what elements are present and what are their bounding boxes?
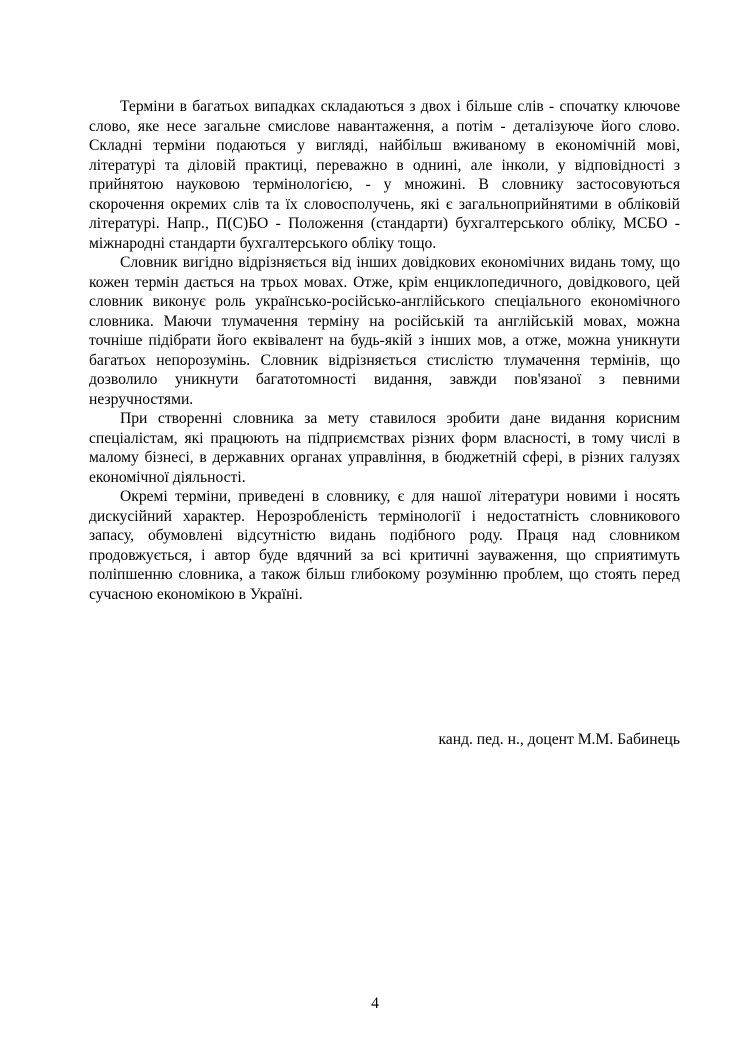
body-text	[89, 97, 680, 604]
paragraph-3: При створенні словника за мету ставилося зробити дане видання корисним спеціалістам, які працюють на підприємствах різних форм власності, в тому числі в малому бізнесі, в державних органах управління, в бюджетній сфері, в різних галузях економічної діяльності.	[89, 410, 680, 486]
paragraph-2: Словник вигідно відрізняється від інших довідкових економічних видань тому, що кожен термін дається на трьох мовах. Отже, крім енциклопедичного, довідкового, цей словник виконує роль українсько-російсько-англійського спеціального економічного словника. Маючи тлумачення терміну на російській та англійській мовах, можна точніше підібрати його еквівалент на будь-якій з інших мов, а отже, можна уникнути багатьох непорозумінь. Словник відрізняється стислістю тлумачення термінів, що дозволило уникнути багатотомності видання, завжди пов'язаної з певними незручностями.	[89, 254, 680, 408]
page-number: 4	[371, 995, 379, 1012]
paragraph-4: Окремі терміни, приведені в словнику, є для нашої літератури новими і носять дискусійний характер. Нерозробленість термінології і недостатність словникового запасу, обумовлені відсутністю видань подібного роду. Праця над словником продовжується, і автор буде вдячний за всі критичні зауваження, що сприятимуть поліпшенню словника, а також більш глибокому розумінню проблем, що стоять перед сучасною економікою в Україні.	[89, 488, 680, 603]
author-signature: канд. пед. н., доцент М.М. Бабинець	[438, 731, 680, 748]
paragraph-1: Терміни в багатьох випадках складаються з двох і більше слів - спочатку ключове слово, яке несе загальне смислове навантаження, а потім - деталізуюче його слово. Складні терміни подаються у вигляді, найбільш вживаному в економічній мові, літературі та діловій практиці, переважно в однині, але інколи, у відповідності з прийнятою науковою термінологією, - у множині. В словнику застосовуються скорочення окремих слів та їх словосполучень, які є загальноприйнятими в обліковій літературі. Напр., П(С)БО - Положення (стандарти) бухгалтерського обліку, МСБО - міжнародні стандарти бухгалтерського обліку тощо.	[89, 98, 680, 252]
